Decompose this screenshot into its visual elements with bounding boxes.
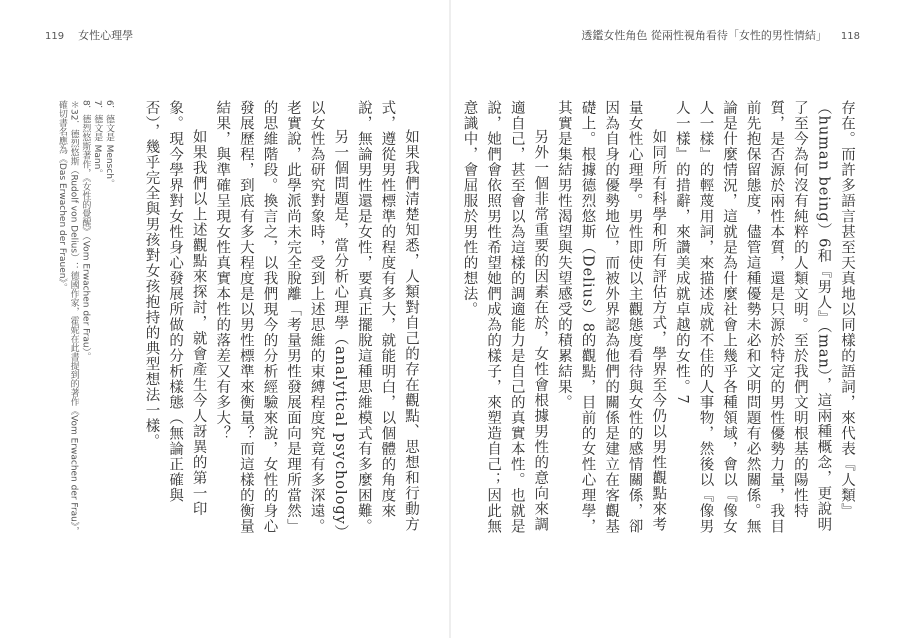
left-page-body [118,100,422,540]
paragraph: 如果我們以上述觀點來探討，就會產生今人訝異的第一印象。現今學界對女性身心發展所做的分析樣態（無論正確與否），幾乎完全與男孩對女孩抱持的典型想法一樣。 [143,100,207,517]
footnote: 7．德文是 Mann。 [92,100,103,179]
footnote: 8．德烈悠斯著作，《女性的覺醒》（Vom Erwachen der Frau）。 [80,100,91,362]
footnote: ＊32．德烈悠斯（Rudolf von Delius）：德國作家，霍妮在此書提到的著作《Vom Erwachen der Frau》，確切書名應為《Das Erwachen der Frauen》。 [56,100,79,536]
right-page-header [581,27,860,43]
footnotes [44,100,114,540]
chapter-title: 透鑑女性角色 從兩性視角看待「女性的男性情結」 [581,29,827,42]
paragraph: 如果我們清楚知悉，人類對自己的存在觀點、思想和行動方式，遵從男性標準的程度有多大，就能明白，以個體的角度來說，無論男性還是女性，要真正擺脫這種思維模式有多麼困難。 [355,100,419,534]
paragraph: 存在。而許多語言甚至天真地以同樣的語詞，來代表『人類』（human being）6和『男人』（man），這兩種概念，更說明了至今為何沒有純粹的人類文明。至於我們文明根基的陽性特質，是否源於兩性本質，還是只源於特定的男性優勢力量，我目前先抱保留態度，儘管這種優勢未必和文明問題有必然關係。無論是什麼情況，這就是為什麼社會上幾乎各種領域，會以『像女人一樣』的輕蔑用詞，來描述成就不佳的人事物，然後以『像男人一樣』的措辭，來讚美成就卓越的女性。7 [673,100,855,534]
page-gutter [449,0,451,638]
right-page-number: 118 [840,31,860,42]
book-title: 女性心理學 [78,29,134,42]
left-page-header [45,27,133,43]
paragraph: 另外一個非常重要的因素在於，女性會根據男性的意向來調適自己，甚至會以為這樣的調適能力是自己的真實本性。也就是說，她們會依照男性希望她們成為的樣子，來塑造自己；因此無意識中，會屈服於男性的想法。 [461,100,549,534]
footnote: 6．德文是 Mensch。 [104,100,114,188]
left-page-number: 119 [45,31,65,42]
right-page-body [461,100,858,540]
paragraph: 另一個問題是，當分析心理學（analytical psychology）以女性為研究對象時，受到上述思維的束縛程度究竟有多深遠。老實說，此學派尚未完全脫離「考量男性發展面向是理所當然」的思維階段。換言之，以我們現今的分析經驗來說，女性的身心發展歷程，到底有多大程度是以男性標準來衡量？而這樣的衡量結果，與準確呈現女性真實本性的落差又有多大？ [214,100,349,534]
paragraph: 如同所有科學和所有評估方式，學界至今仍以男性觀點來考量女性心理學。男性即使以主觀態度看待與女性的感情關係，卻因為自身的優勢地位，而被外界認為他們的關係是建立在客觀基礎上。根據德烈悠斯（Delius）8的觀點，目前的女性心理學，其實是集結男性渴望與失望感受的積累結果。 [555,100,667,535]
